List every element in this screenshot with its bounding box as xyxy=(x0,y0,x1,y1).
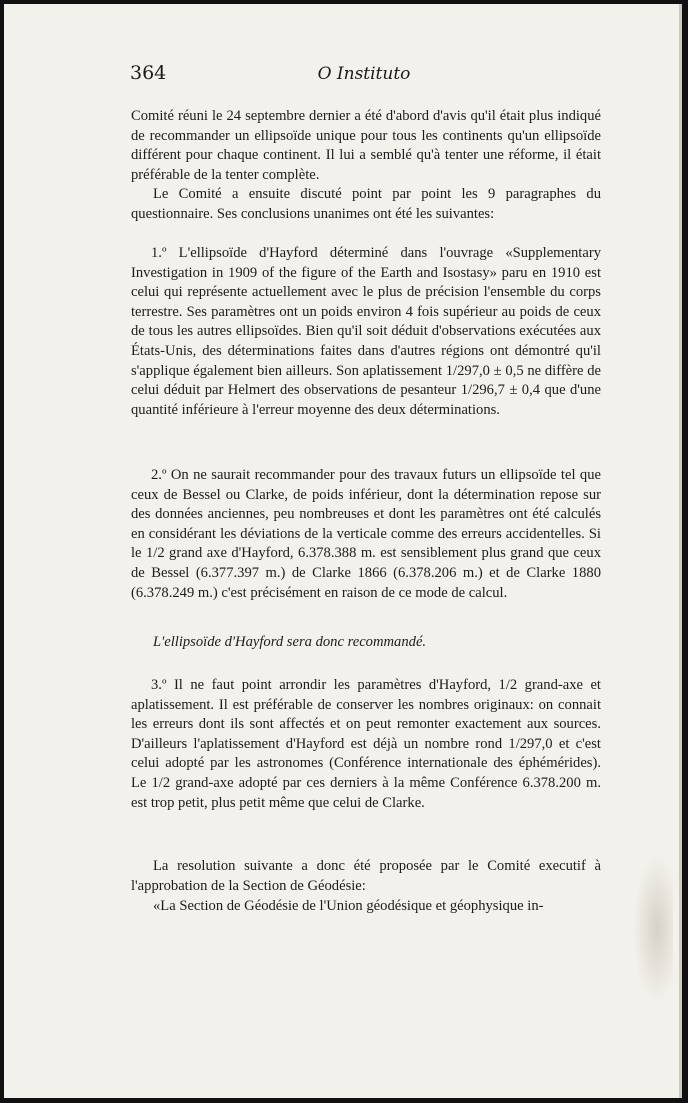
paragraph-text: 2.º On ne saurait recommander pour des travaux futurs un ellipsoïde tel que ceux de Bessel ou Clarke, de poids inférieur, dont la détermination repose sur des données anciennes, peu nombreuses et dont les paramètres ont été calculés en considérant les déviations de la verticale comme des erreurs accidentelles. Si le 1/2 grand axe d'Hayford, 6.378.388 m. est sensiblement plus grand que ceux de Bessel (6.377.397 m.) de Clarke 1866 (6.378.206 m.) et de Clarke 1880 (6.378.249 m.) c'est précisément en raison de ce mode de calcul. xyxy=(131,467,601,601)
paragraph-text: La resolution suivante a donc été proposée par le Comité executif à l'approbation de la Section de Géodésie: xyxy=(131,858,601,894)
paragraph-text: L'ellipsoïde d'Hayford sera donc recommandé. xyxy=(153,634,427,650)
paragraph-text: 3.º Il ne faut point arrondir les paramètres d'Hayford, 1/2 grand-axe et aplatissement. Il est préférable de conserver les nombres originaux: on connait les erreurs dont ils sont affectés et on peut remonter exactement aux sources. D'ailleurs l'aplatissement d'Hayford est déjà un nombre rond 1/297,0 et c'est celui adopté par les astronomes (Conférence internationale des éphémérides). Le 1/2 grand-axe adopté par ces derniers à la même Conférence 6.378.200 m. est trop petit, plus petit même que celui de Clarke. xyxy=(131,677,601,811)
page-number: 364 xyxy=(130,62,167,84)
paragraph-point-1 xyxy=(131,244,601,420)
paragraph-conclusion xyxy=(131,633,601,653)
page-edge-stain xyxy=(633,854,673,1004)
paragraph-intro xyxy=(131,107,601,185)
paragraph-quote xyxy=(131,897,601,917)
page-header xyxy=(130,62,598,88)
paragraph-text: «La Section de Géodésie de l'Union géodésique et géophysique in- xyxy=(153,898,544,914)
running-title: O Instituto xyxy=(317,64,411,84)
paragraph-text: Le Comité a ensuite discuté point par point les 9 paragraphes du questionnaire. Ses conclusions unanimes ont été les suivantes: xyxy=(131,186,601,222)
paragraph-comite xyxy=(131,185,601,224)
document-page xyxy=(4,4,682,1098)
paragraph-resolution xyxy=(131,857,601,896)
paragraph-text: Comité réuni le 24 septembre dernier a été d'abord d'avis qu'il était plus indiqué de recommander un ellipsoïde unique pour tous les continents qu'un ellipsoïde différent pour chaque continent. Il lui a semblé qu'à tenter une réforme, il était préférable de la tenter complète. xyxy=(131,108,601,183)
paragraph-text: 1.º L'ellipsoïde d'Hayford déterminé dans l'ouvrage «Supplementary Investigation in 1909 of the figure of the Earth and Isostasy» paru en 1910 est celui qui représente actuellement avec le plus de précision l'ensemble du corps terrestre. Ses paramètres ont un poids environ 4 fois supérieur au poids de ceux de tous les autres ellipsoïdes. Bien qu'il soit déduit d'observations exécutées aux États-Unis, des déterminations faites dans d'autres régions ont démontré qu'il s'applique également bien ailleurs. Son aplatissement 1/297,0 ± 0,5 ne diffère de celui déduit par Helmert des observations de pesanteur 1/296,7 ± 0,4 que d'une quantité inférieure à l'erreur moyenne des deux déterminations. xyxy=(131,245,601,418)
paragraph-point-2 xyxy=(131,466,601,603)
paragraph-point-3 xyxy=(131,676,601,813)
